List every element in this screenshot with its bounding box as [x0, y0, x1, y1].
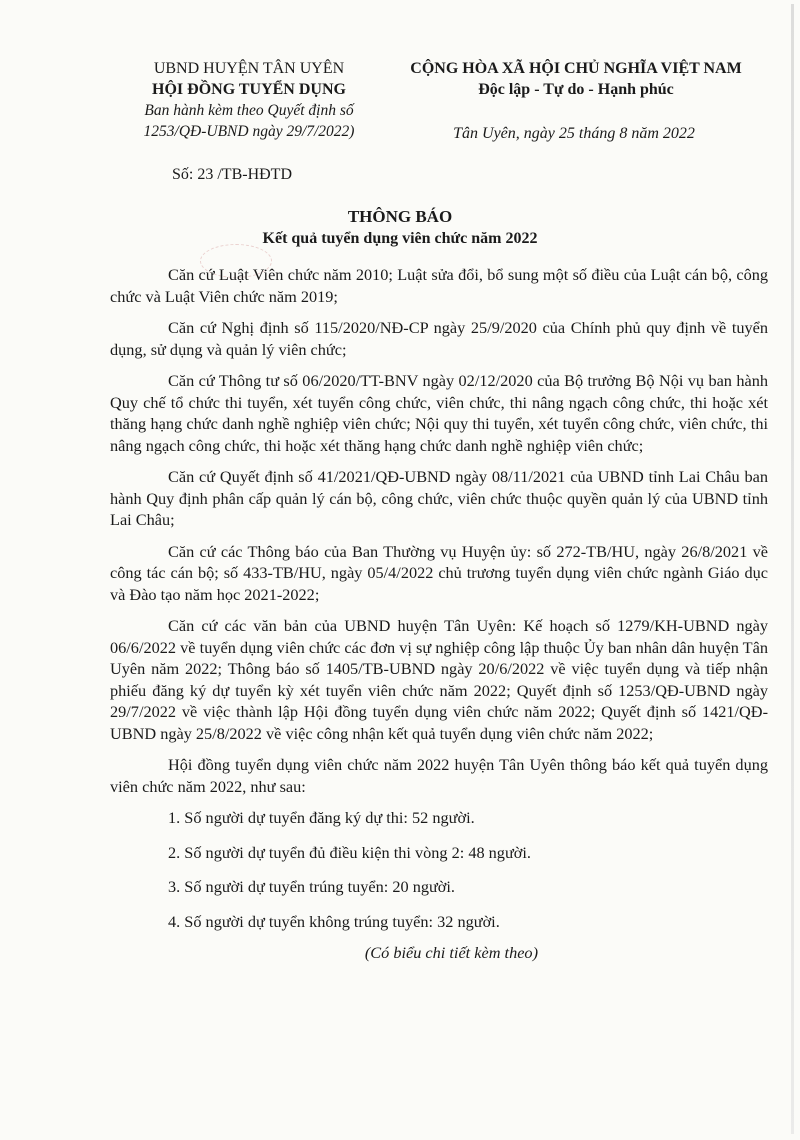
document-body [110, 264, 768, 974]
attachment-note: (Có biểu chi tiết kèm theo) [364, 943, 538, 962]
council-name: HỘI ĐỒNG TUYỂN DỤNG [152, 81, 346, 98]
document-subtitle: Kết quả tuyển dụng viên chức năm 2022 [262, 230, 538, 247]
title-block [0, 206, 800, 250]
place-date-line: Tân Uyên, ngày 25 tháng 8 năm 2022 [453, 125, 695, 142]
legal-basis-paragraph: Căn cứ các Thông báo của Ban Thường vụ Huyện ủy: số 272-TB/HU, ngày 26/8/2021 về công tác cán bộ; số 433-TB/HU, ngày 05/4/2022 chủ trương tuyển dụng viên chức ngành Giáo dục và Đào tạo năm học 2021-2022; [110, 541, 768, 604]
national-header-block [384, 58, 768, 100]
announcement-paragraph: Hội đồng tuyển dụng viên chức năm 2022 huyện Tân Uyên thông báo kết quả tuyển dụng viên chức năm 2022, như sau: [110, 755, 768, 796]
legal-basis-paragraph: Căn cứ Thông tư số 06/2020/TT-BNV ngày 02/12/2020 của Bộ trưởng Bộ Nội vụ ban hành Quy chế tổ chức thi tuyển, xét tuyển công chức, viên chức, thi nâng ngạch công chức, thi hoặc xét thăng hạng chức danh nghề nghiệp viên chức; Nội quy thi tuyển, xét tuyển công chức, viên chức, thi nâng ngạch công chức, thi hoặc xét thăng hạng chức danh nghề nghiệp viên chức; [110, 371, 768, 455]
national-motto: Độc lập - Tự do - Hạnh phúc [478, 81, 674, 98]
document-number: Số: 23 /TB-HĐTD [172, 166, 292, 183]
result-item: 4. Số người dự tuyển không trúng tuyển: 32 người. [168, 911, 500, 931]
country-name: CỘNG HÒA XÃ HỘI CHỦ NGHĨA VIỆT NAM [410, 60, 742, 77]
result-item: 1. Số người dự tuyển đăng ký dự thi: 52 người. [168, 808, 475, 827]
result-item: 2. Số người dự tuyển đủ điều kiện thi vòng 2: 48 người. [168, 842, 531, 862]
legal-basis-paragraph: Căn cứ Nghị định số 115/2020/NĐ-CP ngày 25/9/2020 của Chính phủ quy định về tuyển dụng, sử dụng và quản lý viên chức; [110, 318, 768, 359]
legal-basis-paragraph: Căn cứ Luật Viên chức năm 2010; Luật sửa đổi, bổ sung một số điều của Luật cán bộ, công chức và Luật Viên chức năm 2019; [110, 265, 768, 306]
scan-edge-shadow [791, 4, 794, 1134]
issued-by-line-1: Ban hành kèm theo Quyết định số [144, 102, 354, 119]
district-name: UBND HUYỆN TÂN UYÊN [153, 60, 345, 77]
issued-by-line-2: 1253/QĐ-UBND ngày 29/7/2022) [143, 123, 355, 140]
legal-basis-paragraph: Căn cứ Quyết định số 41/2021/QĐ-UBND ngày 08/11/2021 của UBND tỉnh Lai Châu ban hành Quy định phân cấp quản lý cán bộ, công chức, viên chức thuộc quyền quản lý của UBND tỉnh Lai Châu; [110, 467, 768, 529]
legal-basis-paragraph: Căn cứ các văn bản của UBND huyện Tân Uyên: Kế hoạch số 1279/KH-UBND ngày 06/6/2022 về tuyển dụng viên chức các đơn vị sự nghiệp công lập thuộc Ủy ban nhân dân huyện Tân Uyên năm 2022; Thông báo số 1405/TB-UBND ngày 20/6/2022 về việc tuyển dụng và tiếp nhận phiếu đăng ký dự tuyển kỳ xét tuyển viên chức năm 2022; Quyết định số 1253/QĐ-UBND ngày 29/7/2022 về việc thành lập Hội đồng tuyển dụng viên chức năm 2022; Quyết định số 1421/QĐ-UBND ngày 25/8/2022 về việc công nhận kết quả tuyển dụng viên chức năm 2022; [110, 616, 768, 743]
document-title: THÔNG BÁO [347, 207, 453, 226]
result-item: 3. Số người dự tuyển trúng tuyển: 20 người. [168, 877, 455, 896]
issuing-authority-block [104, 58, 394, 142]
